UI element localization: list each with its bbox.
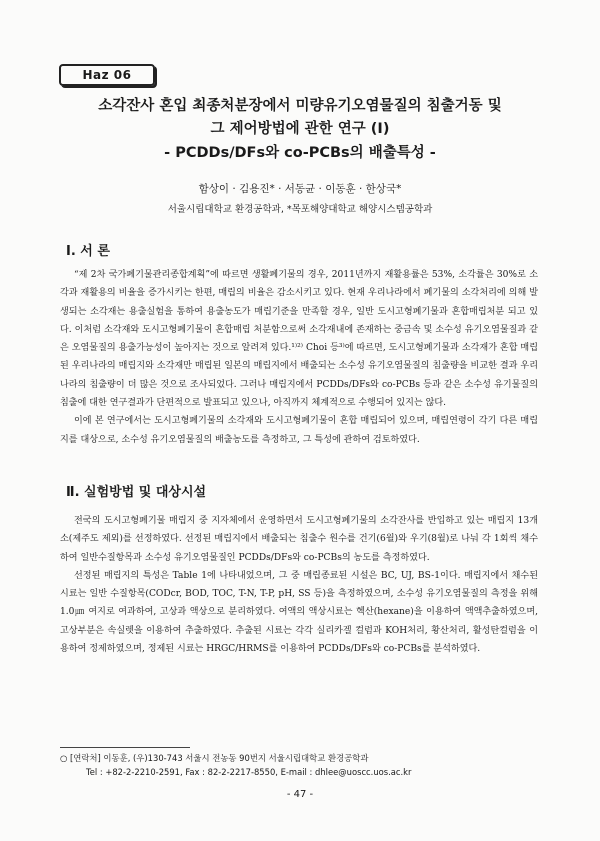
section-body-methods bbox=[60, 512, 538, 658]
footnote-contact bbox=[60, 752, 540, 779]
title-line-2: 그 제어방법에 관한 연구 (Ⅰ) bbox=[210, 121, 390, 137]
footnote-contact-address: ○ [연락처] 이동훈, (우)130-743 서울시 전농동 90번지 서울시립대학교 환경공학과 bbox=[60, 753, 369, 763]
affiliation: 서울시립대학교 환경공학과, *목포해양대학교 해양시스템공학과 bbox=[167, 204, 433, 215]
author-list: 함상이 · 김용진* · 서동균 · 이동훈 · 한상국* bbox=[198, 183, 402, 195]
body-paragraph: “제 2차 국가폐기물관리종합계획”에 따르면 생활폐기물의 경우, 2011년까지 재활용률은 53%, 소각률은 30%로 소각과 재활용의 비율을 증가시키는 한편, 매립의 비율은 감소시키고 있다. 현재 우리나라에서 폐기물의 소각처리에 의해 발생되는 소각재는 용출실험을 통하여 용출농도가 매립기준을 만족할 경우, 일반 도시고형폐기물과 혼합매립처분 되고 있다. 이처럼 소각재와 도시고형폐기물이 혼합매립 처분함으로써 소각재내에 존재하는 중금속 및 소수성 유기오염물질과 같은 오염물질의 용출가능성이 높아지는 것으로 알려져 있다.¹⁾²⁾ Choi 등³⁾에 따르면, 도시고형폐기물과 소각재가 혼합 매립된 우리나라의 매립지와 소각재만 매립된 일본의 매립지에서 배출되는 소수성 유기오염물질의 침출량을 비교한 결과 우리나라의 침출량이 더 많은 것으로 조사되었다. 그러나 매립지에서 PCDDs/DFs와 co-PCBs 등과 같은 소수성 유기물질의 침출에 대한 연구결과가 단편적으로 발표되고 있으나, 아직까지 체계적으로 수행되어 있지는 않다. bbox=[60, 270, 538, 409]
body-paragraph: 선정된 매립지의 특성은 Table 1에 나타내었으며, 그 중 매립종료된 시설은 BC, UJ, BS-1이다. 매립지에서 채수된 시료는 일반 수질항목(CODcr, BOD, TOC, T-N, T-P, pH, SS 등)을 측정하였으며, 소수성 유기오염물질의 측정을 위해 1.0㎛ 여지로 여과하여, 고상과 액상으로 분리하였다. 여액의 액상시료는 헥산(hexane)을 이용하여 액액추출하였으며, 고상부분은 속실렛을 이용하여 추출하였다. 추출된 시료는 각각 실리카겔 컬럼과 KOH처리, 황산처리, 활성탄컬럼을 이용하여 정제하였으며, 정제된 시료는 HRGC/HRMS를 이용하여 PCDDs/DFs와 co-PCBs를 분석하였다. bbox=[60, 570, 538, 655]
section-heading-methods: Ⅱ. 실험방법 및 대상시설 bbox=[66, 485, 207, 500]
footnote-contact-phone-email: Tel : +82-2-2210-2591, Fax : 82-2-2217-8550, E-mail : dhlee@uoscc.uos.ac.kr bbox=[86, 766, 412, 777]
footnote-divider bbox=[60, 747, 190, 748]
section-heading-introduction: Ⅰ. 서 론 bbox=[66, 244, 110, 259]
title-line-1: 소각잔사 혼입 최종처분장에서 미량유기오염물질의 침출거동 및 bbox=[98, 98, 502, 114]
subtitle: - PCDDs/DFs와 co-PCBs의 배출특성 - bbox=[164, 145, 436, 161]
session-badge: Haz 06 bbox=[59, 64, 155, 86]
page-number: - 47 - bbox=[286, 789, 314, 800]
body-paragraph: 전국의 도시고형폐기물 매립지 중 지자체에서 운영하면서 도시고형폐기물의 소각잔사를 반입하고 있는 매립지 13개소(제주도 제외)를 선정하였다. 선정된 매립지에서 배출되는 침출수 원수를 건기(6월)와 우기(8월)로 나눠 각 1회씩 채수하여 일반수질항목과 소수성 유기오염물질인 PCDDs/DFs와 co-PCBs의 농도를 측정하였다. bbox=[60, 516, 538, 563]
section-body-introduction bbox=[60, 266, 538, 449]
body-paragraph: 이에 본 연구에서는 도시고형폐기물의 소각재와 도시고형폐기물이 혼합 매립되어 있으며, 매립연령이 각기 다른 매립지를 대상으로, 소수성 유기오염물질의 배출농도를 측정하고, 그 특성에 관하여 검토하였다. bbox=[60, 416, 538, 445]
